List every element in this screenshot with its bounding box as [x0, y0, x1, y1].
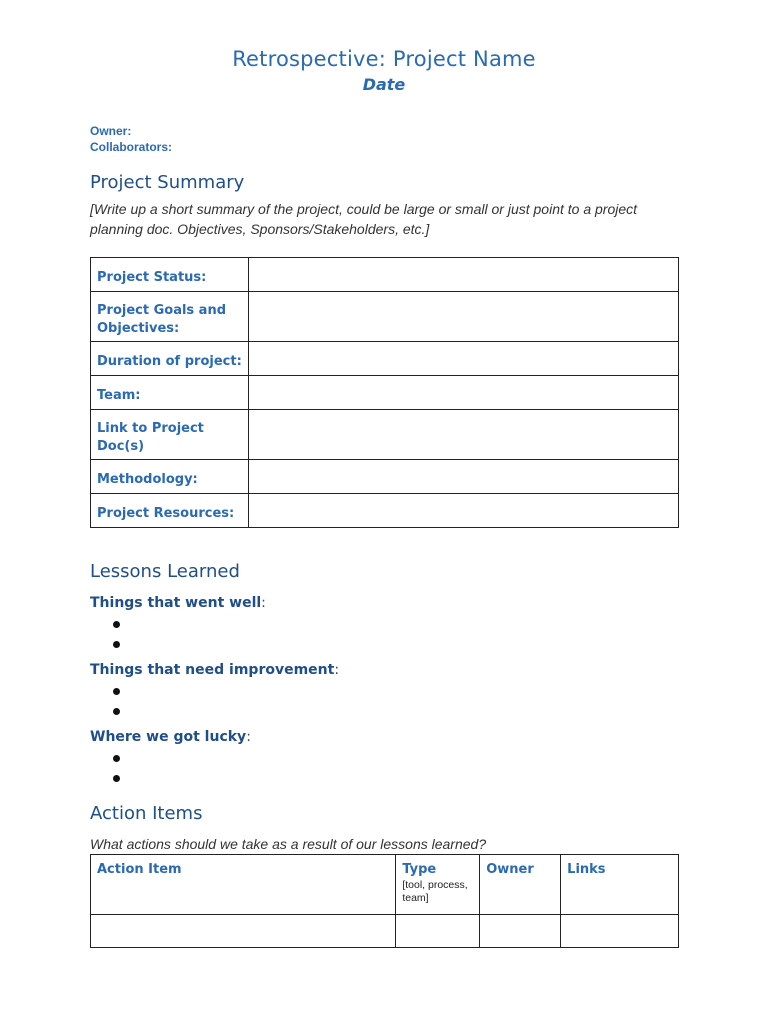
got-lucky-label: Where we got lucky — [90, 729, 247, 745]
bullet-icon — [113, 708, 120, 715]
got-lucky-colon: : — [246, 729, 251, 745]
need-improvement-colon: : — [334, 662, 340, 678]
table-row — [91, 855, 679, 915]
project-summary-description: [Write up a short summary of the project, could be large or small or just point to a project planning doc. Objectives, Sponsors/Stakeholders, etc.] — [90, 201, 638, 237]
team-value[interactable] — [248, 376, 678, 410]
type-column-header — [396, 855, 480, 915]
project-summary-table — [90, 257, 679, 528]
table-row — [91, 915, 679, 948]
project-goals-label: Project Goals and Objectives: — [91, 292, 249, 342]
action-item-cell[interactable] — [91, 915, 396, 948]
bullet-icon — [113, 621, 120, 628]
project-status-value[interactable] — [248, 258, 678, 292]
table-row — [91, 460, 679, 494]
methodology-value[interactable] — [248, 460, 678, 494]
project-resources-value[interactable] — [248, 494, 678, 528]
owner-label: Owner: — [90, 124, 132, 138]
links-header-label: Links — [567, 862, 606, 877]
table-row — [91, 258, 679, 292]
went-well-label: Things that went well — [90, 595, 262, 611]
project-goals-value[interactable] — [248, 292, 678, 342]
type-header-label: Type — [402, 862, 437, 877]
type-hint: [tool, process, team] — [402, 879, 468, 904]
action-item-header-label: Action Item — [97, 862, 182, 877]
action-items-table — [90, 854, 679, 948]
table-row — [91, 342, 679, 376]
bullet-icon — [113, 755, 120, 762]
table-row — [91, 376, 679, 410]
table-row — [91, 410, 679, 460]
need-improvement-heading — [90, 662, 339, 678]
owner-header-label: Owner — [486, 862, 534, 877]
went-well-colon: : — [261, 595, 266, 611]
links-cell[interactable] — [561, 915, 679, 948]
methodology-label: Methodology: — [91, 460, 249, 494]
duration-value[interactable] — [248, 342, 678, 376]
project-summary-heading: Project Summary — [90, 172, 245, 193]
type-cell[interactable] — [396, 915, 480, 948]
need-improvement-label: Things that need improvement — [90, 662, 335, 678]
lessons-learned-heading: Lessons Learned — [90, 561, 240, 582]
links-column-header — [561, 855, 679, 915]
project-resources-label: Project Resources: — [91, 494, 249, 528]
collaborators-label: Collaborators: — [90, 140, 173, 154]
bullet-icon — [113, 775, 120, 782]
project-doc-link-value[interactable] — [248, 410, 678, 460]
action-items-heading: Action Items — [90, 803, 203, 824]
table-row — [91, 292, 679, 342]
document-date: Date — [362, 75, 406, 94]
bullet-icon — [113, 688, 120, 695]
owner-cell[interactable] — [480, 915, 561, 948]
got-lucky-heading — [90, 729, 251, 745]
owner-column-header — [480, 855, 561, 915]
went-well-heading — [90, 595, 266, 611]
duration-label: Duration of project: — [91, 342, 249, 376]
action-items-description: What actions should we take as a result of our lessons learned? — [90, 836, 487, 852]
project-status-label: Project Status: — [91, 258, 249, 292]
bullet-icon — [113, 641, 120, 648]
document-title: Retrospective: Project Name — [232, 47, 536, 71]
table-row — [91, 494, 679, 528]
team-label: Team: — [91, 376, 249, 410]
action-item-column-header — [91, 855, 396, 915]
project-doc-link-label: Link to Project Doc(s) — [91, 410, 249, 460]
